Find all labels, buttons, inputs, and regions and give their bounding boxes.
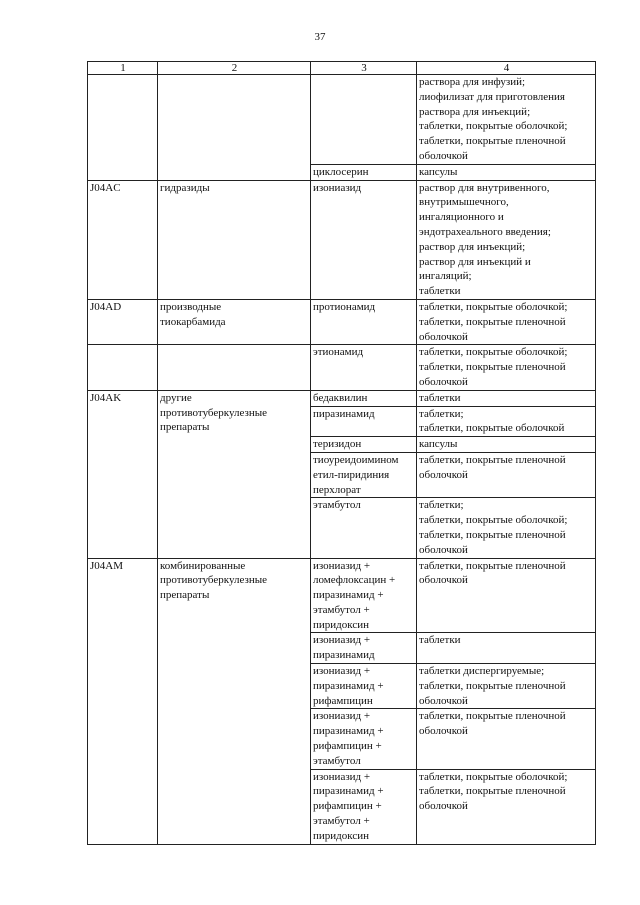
dosage-forms-cell	[417, 437, 596, 453]
drug-name: бедаквилин	[313, 391, 368, 404]
dosage-forms-cell	[417, 406, 596, 437]
drug-name: изониазид + пиразинамид	[313, 634, 375, 662]
dosage-forms-cell	[417, 180, 596, 299]
dosage-forms: таблетки, покрытые оболочкой; таблетки, покрытые пленочной оболочкой	[419, 300, 568, 343]
dosage-forms-cell	[417, 498, 596, 558]
drug-name: протионамид	[313, 300, 376, 313]
atc-code-cell	[88, 390, 158, 558]
drug-name: этионамид	[313, 346, 364, 359]
table-row	[88, 180, 596, 299]
drug-name-cell	[311, 345, 417, 390]
dosage-forms: таблетки	[419, 391, 461, 404]
drug-name-cell	[311, 664, 417, 709]
drug-name: этамбутол	[313, 499, 361, 512]
group-name: гидразиды	[160, 181, 210, 194]
group-name-cell	[158, 299, 311, 344]
drug-name-cell	[311, 769, 417, 844]
atc-code: J04AM	[90, 559, 124, 572]
drug-name-cell	[311, 390, 417, 406]
drug-table	[87, 61, 596, 845]
drug-name-cell	[311, 180, 417, 299]
atc-code-cell	[88, 75, 158, 181]
group-name-cell	[158, 390, 311, 558]
dosage-forms-cell	[417, 664, 596, 709]
drug-name-cell	[311, 437, 417, 453]
dosage-forms-cell	[417, 769, 596, 844]
drug-name-cell	[311, 498, 417, 558]
drug-name: изониазид + пиразинамид + рифампицин + этамбутол	[313, 710, 384, 767]
table-row	[88, 558, 596, 633]
drug-name-cell	[311, 558, 417, 633]
atc-code: J04AK	[90, 391, 122, 404]
group-name: производные тиокарбамида	[160, 300, 226, 328]
group-name-cell	[158, 558, 311, 844]
header-col-1: 1	[88, 62, 158, 75]
group-name: комбинированные противотуберкулезные препараты	[160, 559, 267, 602]
drug-name-cell	[311, 299, 417, 344]
group-name-cell	[158, 180, 311, 299]
drug-name: изониазид + пиразинамид + рифампицин	[313, 665, 384, 707]
drug-name: тиоуреидоимином етил-пиридиния перхлорат	[313, 453, 399, 496]
table-row	[88, 75, 596, 165]
drug-name-cell	[311, 633, 417, 664]
dosage-forms-cell	[417, 452, 596, 497]
dosage-forms: таблетки; таблетки, покрытые оболочкой; таблетки, покрытые пленочной оболочкой	[419, 499, 568, 556]
atc-code-cell	[88, 558, 158, 844]
drug-name-cell	[311, 164, 417, 180]
dosage-forms: раствор для внутривенного, внутримышечного, ингаляционного и эндотрахеального введения; раствор для инъекций; раствор для инъекций и ингаляций; таблетки	[419, 181, 551, 298]
atc-code-cell	[88, 299, 158, 344]
atc-code-cell	[88, 180, 158, 299]
table-header-row	[88, 62, 596, 75]
group-name-cell	[158, 345, 311, 390]
dosage-forms-cell	[417, 164, 596, 180]
dosage-forms-cell	[417, 390, 596, 406]
dosage-forms: таблетки, покрытые пленочной оболочкой	[419, 710, 566, 738]
dosage-forms: таблетки, покрытые пленочной оболочкой	[419, 559, 566, 587]
dosage-forms-cell	[417, 299, 596, 344]
dosage-forms-cell	[417, 75, 596, 165]
group-name-cell	[158, 75, 311, 181]
drug-name-cell	[311, 452, 417, 497]
header-col-3: 3	[311, 62, 417, 75]
dosage-forms: таблетки, покрытые оболочкой; таблетки, покрытые пленочной оболочкой	[419, 346, 568, 388]
dosage-forms: таблетки, покрытые пленочной оболочкой	[419, 453, 566, 481]
atc-code: J04AC	[90, 181, 121, 194]
drug-name-cell	[311, 709, 417, 769]
atc-code-cell	[88, 345, 158, 390]
dosage-forms: таблетки диспергируемые; таблетки, покрытые пленочной оболочкой	[419, 665, 566, 707]
dosage-forms-cell	[417, 633, 596, 664]
drug-name: теризидон	[313, 438, 362, 451]
dosage-forms-cell	[417, 558, 596, 633]
dosage-forms: таблетки; таблетки, покрытые оболочкой	[419, 407, 565, 435]
drug-name: изониазид + пиразинамид + рифампицин + этамбутол + пиридоксин	[313, 770, 384, 842]
drug-name-cell	[311, 75, 417, 165]
drug-name: циклосерин	[313, 165, 369, 178]
page-number: 37	[314, 31, 326, 43]
drug-name: изониазид + ломефлоксацин + пиразинамид + этамбутол + пиридоксин	[313, 559, 396, 631]
atc-code: J04AD	[90, 300, 122, 313]
header-col-4: 4	[417, 62, 596, 75]
dosage-forms: таблетки, покрытые оболочкой; таблетки, покрытые пленочной оболочкой	[419, 770, 568, 813]
table-row	[88, 345, 596, 390]
drug-name: пиразинамид	[313, 407, 375, 420]
table-row	[88, 299, 596, 344]
dosage-forms: таблетки	[419, 634, 461, 647]
drug-name: изониазид	[313, 181, 362, 194]
dosage-forms: раствора для инфузий; лиофилизат для приготовления раствора для инъекций; таблетки, покрытые оболочкой; таблетки, покрытые пленочной оболочкой	[419, 76, 568, 162]
header-col-2: 2	[158, 62, 311, 75]
dosage-forms: капсулы	[419, 165, 458, 178]
dosage-forms: капсулы	[419, 438, 458, 451]
dosage-forms-cell	[417, 709, 596, 769]
group-name: другие противотуберкулезные препараты	[160, 391, 267, 434]
dosage-forms-cell	[417, 345, 596, 390]
table-row	[88, 390, 596, 406]
drug-name-cell	[311, 406, 417, 437]
